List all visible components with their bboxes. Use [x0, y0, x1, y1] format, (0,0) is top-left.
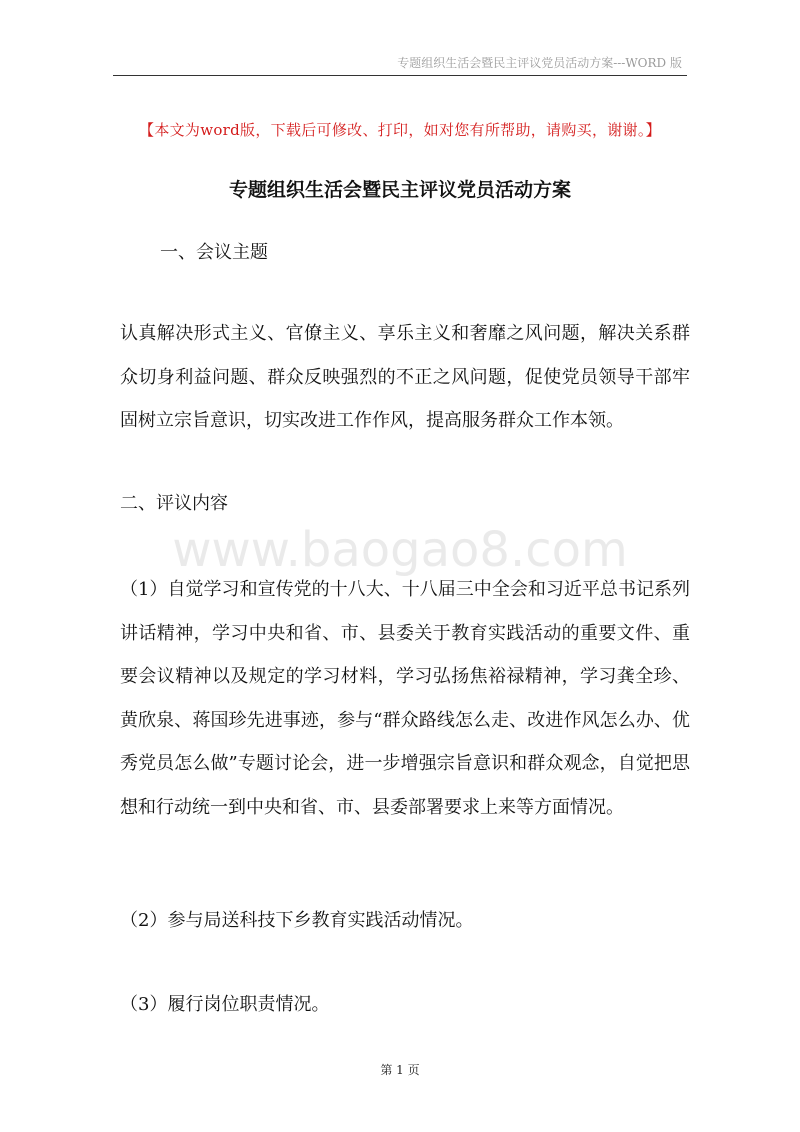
document-title: 专题组织生活会暨民主评议党员活动方案: [228, 179, 571, 201]
header-divider: [113, 75, 687, 76]
running-header: 专题组织生活会暨民主评议党员活动方案---WORD 版: [397, 56, 682, 70]
section-body-topic: 认真解决形式主义、官僚主义、享乐主义和奢靡之风问题，解决关系群众切身利益问题、群众反映强烈的不正之风问题，促使党员领导干部牢固树立宗旨意识，切实改进工作作风，提高服务群众工作本领。: [120, 323, 690, 431]
section-heading-content: 二、评议内容: [120, 493, 228, 514]
list-item-1: （1）自觉学习和宣传党的十八大、十八届三中全会和习近平总书记系列讲话精神，学习中央和省、市、县委关于教育实践活动的重要文件、重要会议精神以及规定的学习材料，学习弘扬焦裕禄精神，学习龚全珍、黄欣泉、蒋国珍先进事迹，参与“群众路线怎么走、改进作风怎么办、优秀党员怎么做”专题讨论会，进一步增强宗旨意识和群众观念，自觉把思想和行动统一到中央和省、市、县委部署要求上来等方面情况。: [120, 579, 690, 818]
list-item-3: （3）履行岗位职责情况。: [120, 994, 330, 1015]
section-heading-topic: 一、会议主题: [160, 242, 268, 263]
page-number: 第 1 页: [380, 1063, 420, 1077]
list-item-2: （2）参与局送科技下乡教育实践活动情况。: [120, 910, 474, 931]
purchase-notice: 【本文为word版，下载后可修改、打印，如对您有所帮助，请购买，谢谢。】: [139, 121, 661, 139]
watermark: www.baogao8.com: [172, 522, 628, 578]
